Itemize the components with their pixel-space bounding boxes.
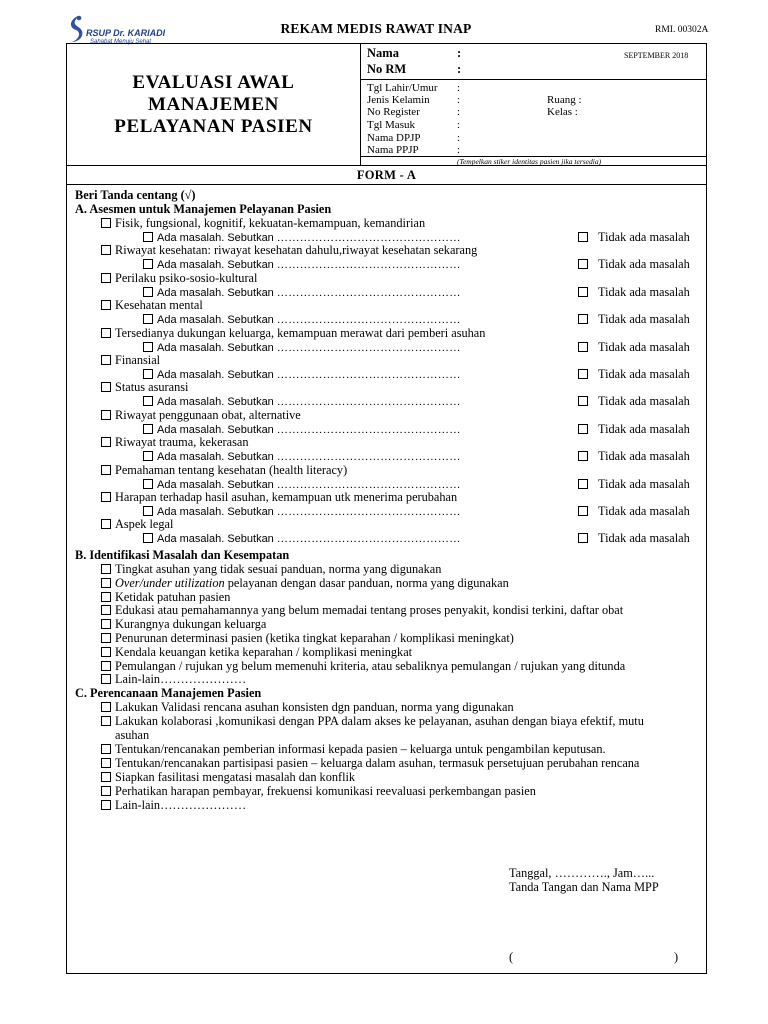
item-label-continuation: asuhan	[115, 728, 150, 742]
section-b-title: B. Identifikasi Masalah dan Kesempatan	[75, 548, 290, 562]
signature-paren-open[interactable]: (	[509, 950, 514, 964]
item-checkbox[interactable]	[101, 661, 111, 671]
item-checkbox[interactable]	[101, 647, 111, 657]
tidak-ada-checkbox[interactable]	[578, 314, 588, 324]
item-label: Lain-lain…………………	[115, 798, 247, 812]
section-c-item	[101, 742, 606, 756]
nama-ppjp-colon[interactable]: :	[457, 144, 461, 156]
item-checkbox[interactable]	[101, 465, 111, 475]
ada-masalah-checkbox[interactable]	[143, 451, 153, 461]
stiker-note: (Tempelkan stiker identitas pasien jika tersedia)	[457, 157, 602, 166]
section-b-item	[101, 617, 266, 631]
section-a-title: A. Asesmen untuk Manajemen Pelayanan Pasien	[75, 202, 332, 216]
form-a-body	[66, 166, 707, 974]
ada-masalah-checkbox[interactable]	[143, 259, 153, 269]
item-label: Status asuransi	[115, 380, 189, 395]
ada-masalah-checkbox[interactable]	[143, 314, 153, 324]
ada-masalah-label: Ada masalah. Sebutkan	[157, 259, 274, 272]
item-label: Riwayat trauma, kekerasan	[115, 435, 249, 450]
item-checkbox[interactable]	[101, 564, 111, 574]
item-checkbox[interactable]	[101, 218, 111, 228]
ada-masalah-checkbox[interactable]	[143, 533, 153, 543]
section-a-item	[101, 517, 173, 531]
ada-masalah-label: Ada masalah. Sebutkan	[157, 341, 274, 354]
title-line: MANAJEMEN	[148, 94, 279, 115]
tidak-ada-option	[578, 531, 690, 545]
tidak-ada-label: Tidak ada masalah	[598, 449, 690, 464]
sebutkan-field[interactable]: …………………………………………	[276, 533, 461, 546]
nama-ppjp-label: Nama PPJP	[367, 144, 419, 156]
divider	[360, 44, 361, 165]
tidak-ada-label: Tidak ada masalah	[598, 476, 690, 491]
signature-label: Tanda Tangan dan Nama MPP	[509, 880, 659, 894]
jenis-kelamin-label: Jenis Kelamin	[367, 94, 430, 106]
identity-block	[66, 43, 707, 166]
ada-masalah-checkbox[interactable]	[143, 506, 153, 516]
item-checkbox[interactable]	[101, 702, 111, 712]
item-label: Perilaku psiko-sosio-kultural	[115, 270, 258, 285]
tidak-ada-option	[578, 449, 690, 463]
item-label: Kesehatan mental	[115, 298, 203, 313]
sebutkan-field[interactable]: …………………………………………	[276, 506, 461, 518]
item-label: Riwayat kesehatan: riwayat kesehatan dahulu,riwayat kesehatan sekarang	[115, 243, 478, 258]
tidak-ada-option	[578, 312, 690, 326]
section-a-item	[101, 408, 301, 422]
tidak-ada-label: Tidak ada masalah	[598, 367, 690, 381]
ada-masalah-checkbox[interactable]	[143, 424, 153, 434]
section-c-title: C. Perencanaan Manajemen Pasien	[75, 686, 262, 700]
section-b-item	[101, 603, 623, 617]
item-label-italic: Over/under utilization	[115, 575, 225, 590]
tgl-masuk-colon[interactable]: :	[457, 119, 461, 131]
item-checkbox[interactable]	[101, 410, 111, 420]
tidak-ada-checkbox[interactable]	[578, 342, 588, 352]
item-checkbox[interactable]	[101, 716, 111, 726]
item-checkbox[interactable]	[101, 758, 111, 768]
ada-masalah-option	[143, 340, 461, 355]
form-main-title	[67, 72, 360, 138]
section-b-item	[101, 576, 509, 590]
item-label: Tentukan/rencanakan pemberian informasi kepada pasien – keluarga untuk pengambilan keputusan.	[115, 742, 606, 756]
item-checkbox[interactable]	[101, 786, 111, 796]
item-checkbox[interactable]	[101, 633, 111, 643]
item-label: Lakukan Validasi rencana asuhan konsisten dgn panduan, norma yang digunakan	[115, 700, 514, 714]
item-label: Edukasi atau pemahamannya yang belum memadai tentang proses penyakit, kondisi terkini, daftar obat	[115, 603, 624, 618]
section-a-item	[101, 216, 425, 230]
section-b-item	[101, 672, 246, 686]
nama-label: Nama	[367, 46, 399, 60]
tidak-ada-checkbox[interactable]	[578, 479, 588, 489]
no-register-colon[interactable]: :	[457, 106, 461, 118]
item-checkbox[interactable]	[101, 355, 111, 365]
ada-masalah-label: Ada masalah. Sebutkan	[157, 423, 274, 436]
nama-colon[interactable]: :	[457, 46, 462, 60]
ada-masalah-label: Ada masalah. Sebutkan	[157, 533, 274, 546]
tidak-ada-option	[578, 367, 690, 381]
ada-masalah-label: Ada masalah. Sebutkan	[157, 506, 274, 518]
ada-masalah-checkbox[interactable]	[143, 287, 153, 297]
norm-colon[interactable]: :	[457, 62, 462, 76]
ada-masalah-checkbox[interactable]	[143, 479, 153, 489]
item-checkbox[interactable]	[101, 674, 111, 684]
section-c-item	[101, 714, 644, 728]
item-checkbox[interactable]	[101, 578, 111, 588]
ada-masalah-checkbox[interactable]	[143, 396, 153, 406]
sebutkan-field[interactable]: …………………………………………	[276, 451, 461, 464]
tidak-ada-option	[578, 257, 690, 271]
item-label: Riwayat penggunaan obat, alternative	[115, 407, 301, 422]
tidak-ada-label: Tidak ada masalah	[598, 339, 690, 354]
nama-dpjp-label: Nama DPJP	[367, 132, 421, 144]
tidak-ada-checkbox[interactable]	[578, 506, 588, 516]
title-line: EVALUASI AWAL	[132, 72, 295, 93]
ada-masalah-option	[143, 504, 461, 519]
tidak-ada-label: Tidak ada masalah	[598, 312, 690, 327]
sebutkan-field[interactable]: …………………………………………	[276, 478, 461, 491]
tidak-ada-option	[578, 422, 690, 436]
tgl-lahir-label: Tgl Lahir/Umur	[367, 82, 438, 94]
tidak-ada-option	[578, 285, 690, 299]
section-b-item	[101, 631, 514, 645]
document-code: RMI. 00302A	[655, 25, 709, 35]
tidak-ada-checkbox[interactable]	[578, 287, 588, 297]
item-label: Fisik, fungsional, kognitif, kekuatan-kemampuan, kemandirian	[115, 216, 426, 230]
item-checkbox[interactable]	[101, 744, 111, 754]
nama-dpjp-colon[interactable]: :	[457, 132, 461, 144]
item-checkbox[interactable]	[101, 245, 111, 255]
ada-masalah-label: Ada masalah. Sebutkan	[157, 451, 274, 464]
item-checkbox[interactable]	[101, 300, 111, 310]
item-label: Tentukan/rencanakan partisipasi pasien – keluarga dalam asuhan, termasuk persetujuan perubahan rencana	[115, 756, 640, 770]
section-b-item	[101, 562, 441, 576]
no-register-label: No Register	[367, 106, 420, 118]
ada-masalah-label: Ada masalah. Sebutkan	[157, 314, 274, 327]
section-a-item	[101, 490, 457, 504]
section-c-item	[101, 700, 514, 714]
item-label: pelayanan dengan dasar panduan, norma yang digunakan	[227, 575, 509, 590]
divider	[360, 79, 707, 80]
section-c-item	[101, 756, 639, 770]
tidak-ada-checkbox[interactable]	[578, 396, 588, 406]
ada-masalah-option	[143, 531, 461, 546]
item-checkbox[interactable]	[101, 619, 111, 629]
item-label: Aspek legal	[115, 517, 174, 532]
item-checkbox[interactable]	[101, 437, 111, 447]
item-checkbox[interactable]	[101, 382, 111, 392]
item-checkbox[interactable]	[101, 605, 111, 615]
item-label: Ketidak patuhan pasien	[115, 589, 231, 604]
item-label: Penurunan determinasi pasien (ketika tingkat keparahan / komplikasi meningkat)	[115, 631, 514, 645]
section-c-item	[101, 798, 246, 812]
tidak-ada-label: Tidak ada masalah	[598, 284, 690, 299]
tidak-ada-label: Tidak ada masalah	[598, 230, 690, 244]
tgl-masuk-label: Tgl Masuk	[367, 119, 415, 131]
document-title: REKAM MEDIS RAWAT INAP	[280, 21, 472, 36]
section-c-item	[101, 784, 536, 798]
tidak-ada-checkbox[interactable]	[578, 424, 588, 434]
item-checkbox[interactable]	[101, 800, 111, 810]
document-date: SEPTEMBER 2018	[624, 51, 689, 60]
section-a-item	[101, 380, 188, 394]
tidak-ada-checkbox[interactable]	[578, 232, 588, 242]
sebutkan-field[interactable]: …………………………………………	[276, 232, 461, 244]
tidak-ada-checkbox[interactable]	[578, 369, 588, 379]
tidak-ada-label: Tidak ada masalah	[598, 504, 690, 518]
section-a-item	[101, 271, 257, 285]
section-a-item	[101, 353, 160, 367]
logo-swirl-icon	[66, 14, 86, 44]
ada-masalah-checkbox[interactable]	[143, 369, 153, 379]
item-label: Tersedianya dukungan keluarga, kemampuan merawat dari pemberi asuhan	[115, 325, 486, 340]
item-checkbox[interactable]	[101, 273, 111, 283]
item-checkbox[interactable]	[101, 328, 111, 338]
item-label: Harapan terhadap hasil asuhan, kemampuan utk menerima perubahan	[115, 490, 458, 504]
section-c-item	[101, 770, 355, 784]
item-label: Pemahaman tentang kesehatan (health literacy)	[115, 462, 348, 477]
sebutkan-field[interactable]: …………………………………………	[276, 423, 461, 436]
tgl-lahir-colon[interactable]: :	[457, 82, 461, 94]
tidak-ada-option	[578, 230, 690, 244]
sebutkan-field[interactable]: …………………………………………	[276, 341, 461, 354]
item-checkbox[interactable]	[101, 519, 111, 529]
item-label: Kendala keuangan ketika keparahan / komplikasi meningkat	[115, 644, 413, 659]
item-label: Lain-lain…………………	[115, 672, 247, 687]
logo-tagline: Sahabat Menuju Sehat	[90, 39, 152, 45]
item-checkbox[interactable]	[101, 592, 111, 602]
ada-masalah-label: Ada masalah. Sebutkan	[157, 478, 274, 491]
item-label: Finansial	[115, 353, 161, 367]
signature-paren-close[interactable]: )	[674, 950, 679, 964]
section-a-item	[101, 298, 203, 312]
ada-masalah-label: Ada masalah. Sebutkan	[157, 369, 274, 381]
item-checkbox[interactable]	[101, 772, 111, 782]
item-label: Kurangnya dukungan keluarga	[115, 617, 267, 632]
tidak-ada-option	[578, 394, 690, 408]
ada-masalah-option	[143, 367, 461, 382]
tidak-ada-option	[578, 340, 690, 354]
form-heading: FORM - A	[67, 166, 706, 185]
norm-label: No RM	[367, 62, 407, 76]
section-a-item	[101, 463, 347, 477]
tidak-ada-label: Tidak ada masalah	[598, 421, 690, 436]
sebutkan-field[interactable]: …………………………………………	[276, 259, 461, 272]
tidak-ada-option	[578, 477, 690, 491]
tidak-ada-option	[578, 504, 690, 518]
ada-masalah-checkbox[interactable]	[143, 232, 153, 242]
item-label: Lakukan kolaborasi ,komunikasi dengan PPA dalam akses ke pelayanan, asuhan dengan biaya efektif, mutu	[115, 714, 644, 728]
section-b-item	[101, 659, 625, 673]
item-label: Pemulangan / rujukan yg belum memenuhi kriteria, atau sebaliknya pemulangan / rujukan yang ditunda	[115, 658, 626, 673]
sebutkan-field[interactable]: …………………………………………	[276, 286, 461, 299]
tidak-ada-checkbox[interactable]	[578, 259, 588, 269]
tanggal-jam-field[interactable]: Tanggal, …………., Jam…...	[509, 866, 655, 880]
item-label: Perhatikan harapan pembayar, frekuensi komunikasi reevaluasi perkembangan pasien	[115, 784, 536, 798]
section-a-item	[101, 435, 249, 449]
logo-name: RSUP Dr. KARIADI	[86, 28, 166, 38]
kelas-label[interactable]: Kelas :	[547, 106, 578, 118]
jenis-kelamin-colon[interactable]: :	[457, 94, 461, 106]
section-a-item	[101, 326, 485, 340]
ada-masalah-label: Ada masalah. Sebutkan	[157, 396, 274, 409]
title-line: PELAYANAN PASIEN	[114, 116, 313, 137]
item-label: Tingkat asuhan yang tidak sesuai panduan, norma yang digunakan	[115, 562, 442, 576]
sebutkan-field[interactable]: …………………………………………	[276, 314, 461, 327]
tidak-ada-label: Tidak ada masalah	[598, 257, 690, 272]
ada-masalah-checkbox[interactable]	[143, 342, 153, 352]
tidak-ada-checkbox[interactable]	[578, 451, 588, 461]
item-checkbox[interactable]	[101, 492, 111, 502]
tidak-ada-checkbox[interactable]	[578, 533, 588, 543]
ada-masalah-label: Ada masalah. Sebutkan	[157, 286, 274, 299]
item-label: Siapkan fasilitasi mengatasi masalah dan konflik	[115, 770, 356, 784]
ruang-label[interactable]: Ruang :	[547, 94, 582, 106]
section-b-item	[101, 645, 412, 659]
tidak-ada-label: Tidak ada masalah	[598, 394, 690, 409]
tidak-ada-label: Tidak ada masalah	[598, 531, 690, 546]
section-a-item	[101, 243, 477, 257]
instruction-text: Beri Tanda centang (√)	[75, 188, 196, 202]
ada-masalah-label: Ada masalah. Sebutkan	[157, 232, 274, 244]
sebutkan-field[interactable]: …………………………………………	[276, 396, 461, 409]
sebutkan-field[interactable]: …………………………………………	[276, 369, 461, 381]
section-b-item	[101, 590, 230, 604]
